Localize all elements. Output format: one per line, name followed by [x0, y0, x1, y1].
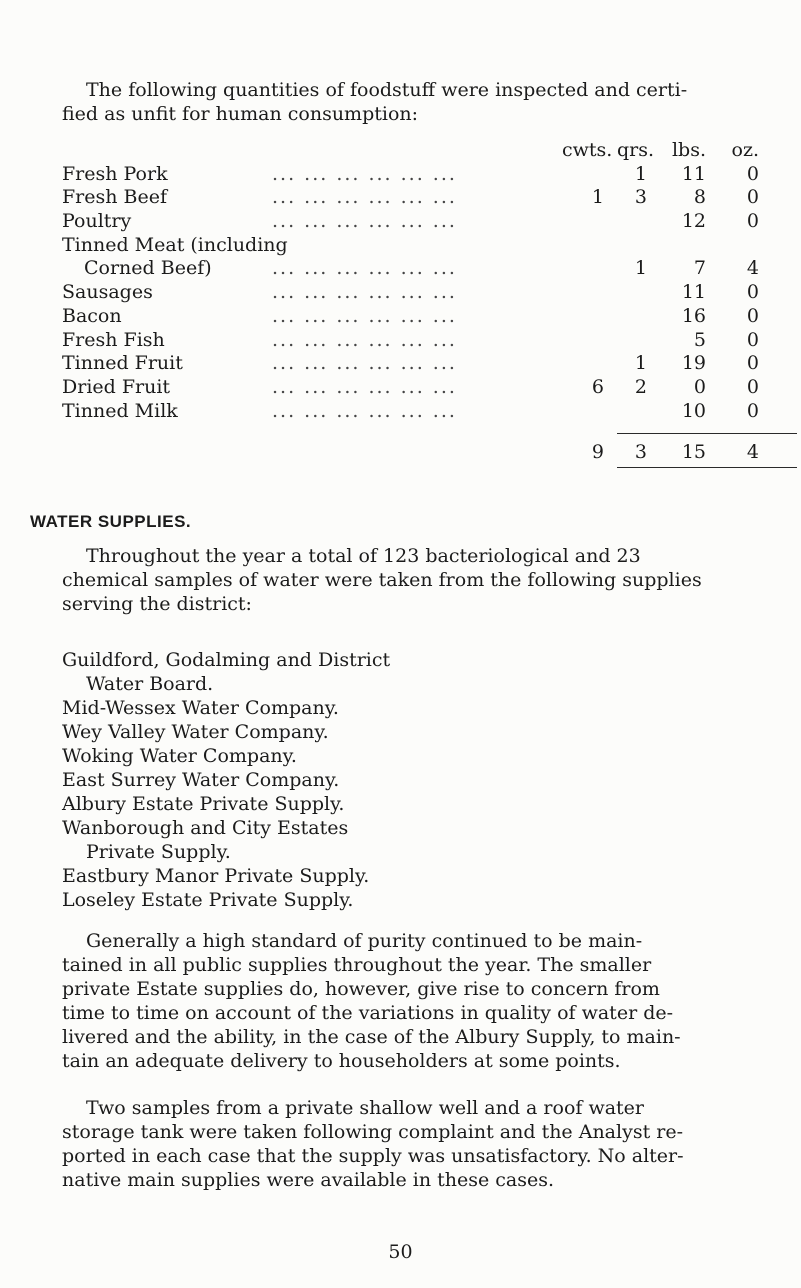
row-label: Bacon	[62, 304, 122, 327]
intro-line-1: The following quantities of foodstuff were inspected and certi-	[86, 79, 688, 101]
total-rule-top	[617, 433, 797, 434]
table-row	[62, 256, 772, 280]
supply-name: Wanborough and City Estates	[62, 817, 349, 839]
cell-oz: 0	[746, 328, 759, 351]
dot-leader: ... ... ... ... ... ...	[272, 162, 457, 185]
dot-leader: ... ... ... ... ... ...	[272, 304, 457, 327]
table-row	[62, 328, 772, 352]
total-oz: 4	[746, 441, 759, 464]
list-item	[62, 648, 582, 696]
total-lbs: 15	[681, 441, 706, 464]
table-row	[62, 351, 772, 375]
dot-leader: ... ... ... ... ... ...	[272, 257, 457, 280]
water-paragraph	[62, 544, 762, 616]
cell-cwts: 1	[591, 186, 604, 209]
cell-oz: 0	[746, 399, 759, 422]
cell-lbs: 7	[693, 257, 706, 280]
header-lbs: lbs.	[671, 139, 706, 161]
dot-leader: ... ... ... ... ... ...	[272, 281, 457, 304]
cell-qrs: 3	[634, 186, 647, 209]
dot-leader: ... ... ... ... ... ...	[272, 186, 457, 209]
row-label: Fresh Fish	[62, 328, 165, 351]
row-label: Poultry	[62, 210, 132, 233]
table-total-row	[62, 440, 772, 466]
samples-line: Two samples from a private shallow well and a roof water	[86, 1097, 645, 1119]
supplies-list	[62, 648, 582, 912]
cell-oz: 0	[746, 281, 759, 304]
water-line-3: serving the district:	[62, 593, 252, 615]
page-number: 50	[388, 1241, 413, 1263]
quality-line: Generally a high standard of purity continued to be main-	[86, 930, 643, 952]
list-item	[62, 888, 582, 912]
foodstuff-table	[62, 138, 772, 466]
supply-name: Loseley Estate Private Supply.	[62, 889, 354, 911]
section-heading: WATER SUPPLIES.	[30, 512, 192, 531]
samples-line: ported in each case that the supply was unsatisfactory. No alter-	[62, 1145, 684, 1167]
table-row	[62, 209, 772, 233]
table-header	[62, 138, 772, 162]
dot-leader: ... ... ... ... ... ...	[272, 210, 457, 233]
row-label: Tinned Fruit	[62, 352, 183, 375]
intro-paragraph	[62, 78, 762, 126]
cell-qrs: 1	[634, 352, 647, 375]
cell-oz: 0	[746, 186, 759, 209]
header-cwts: cwts.	[562, 139, 613, 161]
cell-lbs: 10	[681, 399, 706, 422]
row-label: Tinned Meat (including	[62, 233, 288, 256]
table-row	[62, 399, 772, 423]
water-line-1: Throughout the year a total of 123 bacteriological and 23	[86, 545, 641, 567]
supply-name: Guildford, Godalming and District	[62, 649, 391, 671]
cell-lbs: 12	[681, 210, 706, 233]
total-rule-bottom	[617, 467, 797, 468]
quality-paragraph	[62, 929, 762, 1073]
dot-leader: ... ... ... ... ... ...	[272, 352, 457, 375]
supply-name: Eastbury Manor Private Supply.	[62, 865, 370, 887]
list-item	[62, 768, 582, 792]
dot-leader: ... ... ... ... ... ...	[272, 399, 457, 422]
cell-oz: 4	[746, 257, 759, 280]
supply-name: Albury Estate Private Supply.	[62, 793, 345, 815]
cell-lbs: 19	[681, 352, 706, 375]
list-item	[62, 696, 582, 720]
cell-oz: 0	[746, 352, 759, 375]
header-oz: oz.	[731, 139, 759, 161]
row-label: Sausages	[62, 281, 153, 304]
quality-line: tain an adequate delivery to householders at some points.	[62, 1050, 621, 1072]
quality-line: private Estate supplies do, however, give rise to concern from	[62, 978, 660, 1000]
samples-line: native main supplies were available in these cases.	[62, 1169, 555, 1191]
row-label: Dried Fruit	[62, 375, 171, 398]
quality-line: livered and the ability, in the case of the Albury Supply, to main-	[62, 1026, 681, 1048]
cell-qrs: 1	[634, 162, 647, 185]
dot-leader: ... ... ... ... ... ...	[272, 328, 457, 351]
supply-name: East Surrey Water Company.	[62, 769, 340, 791]
cell-lbs: 8	[693, 186, 706, 209]
table-row	[62, 304, 772, 328]
intro-line-2: fied as unfit for human consumption:	[62, 103, 419, 125]
table-row	[62, 162, 772, 186]
list-item	[62, 792, 582, 816]
samples-paragraph	[62, 1096, 762, 1192]
row-label: Tinned Milk	[62, 399, 178, 422]
cell-cwts: 6	[591, 375, 604, 398]
table-row	[62, 185, 772, 209]
header-qrs: qrs.	[617, 139, 655, 161]
list-item	[62, 864, 582, 888]
quality-line: time to time on account of the variations in quality of water de-	[62, 1002, 674, 1024]
supply-name-continued: Water Board.	[86, 673, 214, 695]
table-row	[62, 280, 772, 304]
row-label: Fresh Pork	[62, 162, 168, 185]
cell-lbs: 11	[681, 281, 706, 304]
supply-name: Mid-Wessex Water Company.	[62, 697, 339, 719]
cell-lbs: 5	[693, 328, 706, 351]
cell-qrs: 2	[634, 375, 647, 398]
cell-oz: 0	[746, 375, 759, 398]
cell-lbs: 16	[681, 304, 706, 327]
table-row	[62, 233, 772, 257]
supply-name: Woking Water Company.	[62, 745, 297, 767]
cell-oz: 0	[746, 162, 759, 185]
supply-name: Wey Valley Water Company.	[62, 721, 329, 743]
total-cwts: 9	[591, 441, 604, 464]
total-qrs: 3	[634, 441, 647, 464]
water-line-2: chemical samples of water were taken from the following supplies	[62, 569, 702, 591]
cell-oz: 0	[746, 304, 759, 327]
supply-name-continued: Private Supply.	[86, 841, 231, 863]
table-row	[62, 375, 772, 399]
row-label-continued: Corned Beef)	[84, 257, 212, 280]
list-item	[62, 720, 582, 744]
quality-line: tained in all public supplies throughout the year. The smaller	[62, 954, 652, 976]
cell-oz: 0	[746, 210, 759, 233]
list-item	[62, 816, 582, 864]
cell-lbs: 11	[681, 162, 706, 185]
cell-qrs: 1	[634, 257, 647, 280]
row-label: Fresh Beef	[62, 186, 168, 209]
samples-line: storage tank were taken following complaint and the Analyst re-	[62, 1121, 683, 1143]
cell-lbs: 0	[693, 375, 706, 398]
list-item	[62, 744, 582, 768]
dot-leader: ... ... ... ... ... ...	[272, 375, 457, 398]
